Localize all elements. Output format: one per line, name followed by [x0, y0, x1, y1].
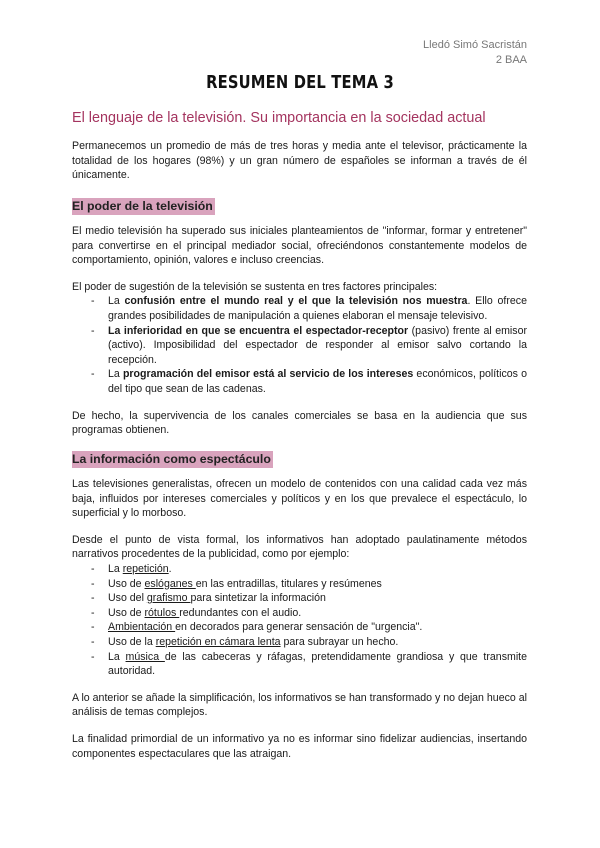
section-heading-text: La información como espectáculo	[72, 452, 271, 466]
course-label: 2 BAA	[495, 54, 527, 66]
list-item: - La programación del emisor está al servicio de los intereses económicos, políticos o del tipo que sean de las cadenas.	[72, 367, 527, 396]
list-item: - La inferioridad en que se encuentra el espectador-receptor (pasivo) frente al emisor (activo). Imposibilidad del espectador de responder al emisor salvo cortando la recepción.	[72, 324, 527, 368]
section-informacion-paragraph-1: Las televisiones generalistas, ofrecen un modelo de contenidos con una calidad cada vez más baja, influidos por intereses comerciales y políticos y en los que prevalece el espectáculo, lo superficial y lo morboso.	[72, 478, 527, 520]
list-item: - La música de las cabeceras y ráfagas, pretendidamente grandiosa y que transmite autoridad.	[72, 650, 527, 679]
list-item: - La repetición.	[72, 562, 527, 577]
document-title: RESUMEN DEL TEMA 3	[206, 72, 394, 93]
section-poder	[72, 224, 527, 438]
list-item: - Uso de rótulos redundantes con el audio.	[72, 606, 527, 621]
intro-paragraph: Permanecemos un promedio de más de tres horas y media ante el televisor, prácticamente la totalidad de los hogares (98%) y un gran número de españoles se informan a través de él únicamente.	[72, 140, 527, 182]
factors-list	[72, 294, 527, 396]
section-heading-text: El poder de la televisión	[72, 199, 213, 213]
section-heading-poder	[72, 199, 215, 213]
list-item: - Uso de la repetición en cámara lenta para subrayar un hecho.	[72, 635, 527, 650]
section-poder-paragraph-1: El medio televisión ha superado sus iniciales planteamientos de "informar, formar y entretener" para convertirse en el principal mediador social, ofreciéndonos constantemente modelos de comportamiento, opinión, valores e incluso creencias.	[72, 225, 527, 267]
methods-list	[72, 562, 527, 679]
section-informacion-paragraph-3: A lo anterior se añade la simplificación, los informativos se han transformado y no dejan hueco al análisis de temas complejos.	[72, 691, 527, 719]
section-informacion-paragraph-2: Desde el punto de vista formal, los informativos han adoptado paulatinamente métodos narrativos procedentes de la publicidad, como por ejemplo:	[72, 533, 527, 561]
section-poder-paragraph-2: El poder de sugestión de la televisión se sustenta en tres factores principales:	[72, 280, 438, 293]
list-item: - La confusión entre el mundo real y el que la televisión nos muestra. Ello ofrece grandes posibilidades de manipulación a quienes elaboran el mensaje televisivo.	[72, 294, 527, 323]
intro-block	[72, 139, 527, 183]
section-informacion-paragraph-4: La finalidad primordial de un informativo ya no es informar sino fidelizar audiencias, insertando componentes espectaculares que las atraigan.	[72, 732, 527, 760]
author-name: Lledó Simó Sacristán	[423, 39, 527, 51]
section-poder-paragraph-3: De hecho, la supervivencia de los canales comerciales se basa en la audiencia que sus programas obtienen.	[72, 409, 527, 437]
list-item: - Uso de eslóganes en las entradillas, titulares y resúmenes	[72, 577, 527, 592]
list-item: - Ambientación en decorados para generar sensación de "urgencia".	[72, 620, 527, 635]
section-heading-informacion	[72, 452, 273, 466]
page-header	[423, 38, 527, 68]
document-subtitle: El lenguaje de la televisión. Su importancia en la sociedad actual	[72, 110, 486, 126]
section-informacion	[72, 477, 527, 761]
list-item: - Uso del grafismo para sintetizar la información	[72, 591, 527, 606]
